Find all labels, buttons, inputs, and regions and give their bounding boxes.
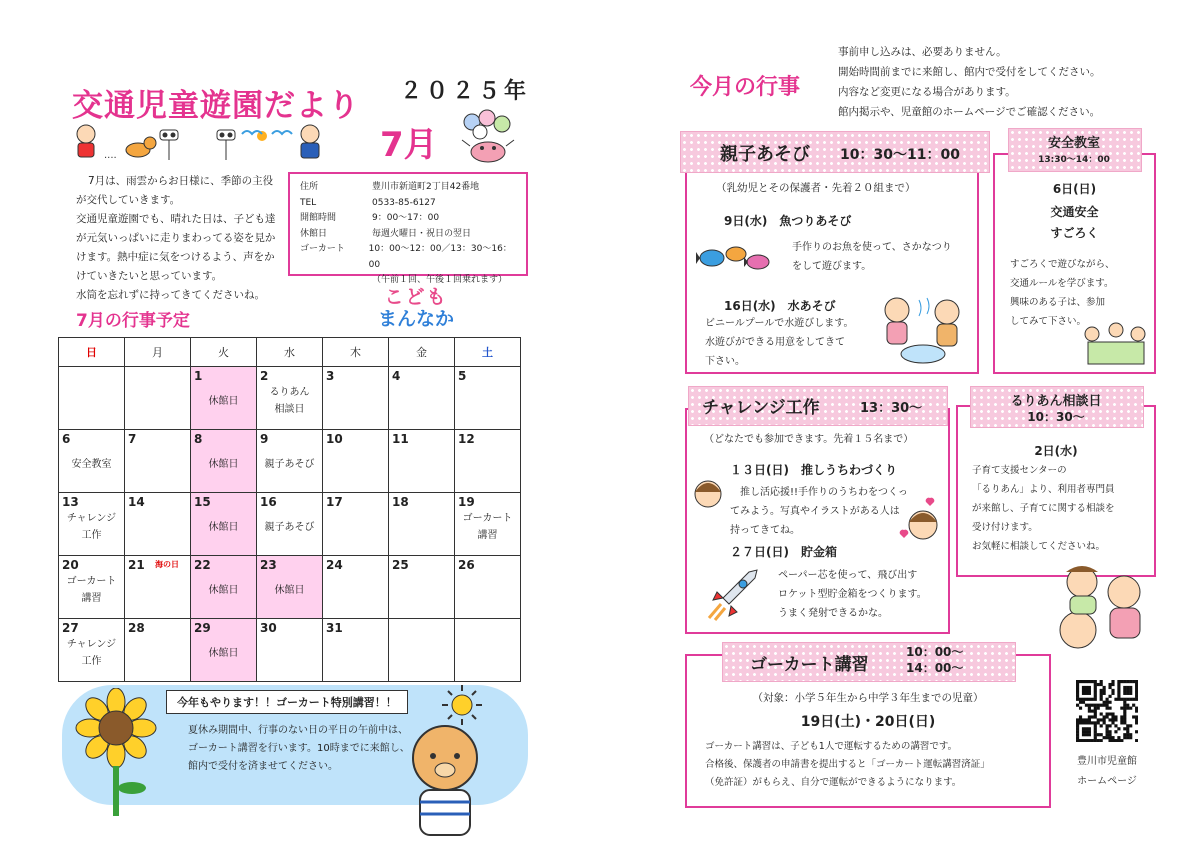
gokart-time1: 10：00～	[906, 645, 964, 659]
fan-faces-icon	[690, 476, 946, 546]
day-number: 11	[392, 432, 409, 446]
oyako-event2-title: 16日(水) 水あそび	[724, 299, 836, 313]
day-event: 休館日	[208, 396, 239, 407]
calendar-day-cell	[455, 367, 521, 430]
calendar-day-cell	[389, 619, 455, 682]
challenge-title: チャレンジ工作	[702, 398, 820, 418]
day-event: るりあん 相談日	[269, 387, 310, 415]
day-event: 安全教室	[71, 459, 112, 470]
calendar-day-cell	[323, 367, 389, 430]
rurian-date: 2日(水)	[1034, 444, 1078, 458]
weekday-tue: 火	[191, 338, 257, 367]
day-number: 7	[128, 432, 137, 446]
day-number: 4	[392, 369, 401, 383]
day-event: チャレンジ 工作	[66, 639, 117, 667]
oyako-target: （乳幼児とその保護者・先着２０組まで）	[716, 182, 916, 194]
weekday-sun: 日	[59, 338, 125, 367]
day-number: 19	[458, 495, 475, 509]
weekday-mon: 月	[125, 338, 191, 367]
calendar-day-cell	[257, 556, 323, 619]
events-heading: 今月の行事	[690, 75, 801, 100]
oyako-time: 10：30～11：00	[840, 147, 960, 163]
svg-text:....: ....	[104, 150, 117, 161]
oyako-title: 親子あそび	[720, 144, 810, 165]
day-number: 14	[128, 495, 145, 509]
calendar-day-cell	[455, 556, 521, 619]
sunflower-icon	[66, 688, 166, 818]
gokart-target: （対象：小学５年生から中学３年生までの児童）	[752, 692, 984, 704]
day-number: 12	[458, 432, 475, 446]
qr-code-icon[interactable]	[1076, 680, 1138, 742]
calendar-day-cell	[125, 493, 191, 556]
calendar-day-cell	[455, 493, 521, 556]
calendar-day-cell	[323, 430, 389, 493]
newsletter-year: ２０２５年	[400, 79, 531, 104]
calendar-day-cell	[125, 367, 191, 430]
calendar-day-cell	[389, 367, 455, 430]
calendar-day-cell	[59, 556, 125, 619]
calendar-day-cell	[455, 430, 521, 493]
calendar-week-row	[59, 367, 521, 430]
info-closed: 休館日 毎週火曜日・祝日の翌日	[300, 228, 472, 239]
day-number: 1	[194, 369, 203, 383]
kodomo-mannaka-logo: こども まんなか	[378, 286, 455, 330]
day-event: 休館日	[274, 585, 305, 596]
day-event: チャレンジ 工作	[66, 513, 117, 541]
calendar-day-cell	[125, 556, 191, 619]
calendar-day-cell	[389, 556, 455, 619]
fish-icon	[696, 238, 780, 280]
day-number: 24	[326, 558, 343, 572]
calendar-day-cell	[125, 430, 191, 493]
day-number: 2	[260, 369, 269, 383]
day-event: ゴーカート 講習	[462, 513, 513, 541]
calendar-day-cell	[191, 430, 257, 493]
day-number: 20	[62, 558, 79, 572]
anzen-name1: 交通安全	[1050, 205, 1099, 219]
rocket-icon	[703, 564, 765, 626]
calendar-day-cell	[59, 430, 125, 493]
day-number: 3	[326, 369, 335, 383]
calendar-day-cell	[389, 493, 455, 556]
anzen-date: 6日(日)	[1052, 182, 1097, 196]
day-number: 16	[260, 495, 277, 509]
summer-text: 夏休み期間中、行事のない日の平日の午前中は、 ゴーカート講習を行います。10時までに来館し、 館内で受付を済ませてください。	[188, 725, 410, 772]
day-number: 15	[194, 495, 211, 509]
day-event: ゴーカート 講習	[66, 576, 117, 604]
calendar-day-cell	[257, 619, 323, 682]
challenge-event1-title: １３日(日) 推しうちわづくり	[730, 463, 897, 477]
oyako-event1-text: 手作りのお魚を使って、さかなつり をして遊びます。	[792, 242, 952, 272]
calendar-day-cell	[257, 430, 323, 493]
board-game-icon	[1078, 320, 1150, 368]
rurian-title: るりあん相談日	[1010, 394, 1102, 409]
calendar-week-row	[59, 619, 521, 682]
rurian-text: 子育て支援センターの 「るりあん」より、利用者専門員 が来館し、子育てに関する相談を 受け付けます。 お気軽に相談してくださいね。	[972, 465, 1115, 552]
day-number: 29	[194, 621, 211, 635]
calendar-day-cell	[191, 556, 257, 619]
calendar-week-row	[59, 556, 521, 619]
holiday-note: 海の日	[155, 560, 179, 569]
calendar-day-cell	[125, 619, 191, 682]
flower-crab-icon	[452, 108, 522, 166]
calendar-day-cell	[191, 493, 257, 556]
calendar-day-cell	[257, 367, 323, 430]
day-number: 5	[458, 369, 467, 383]
weekday-thu: 木	[323, 338, 389, 367]
facility-info-box	[288, 172, 528, 285]
day-event: 親子あそび	[264, 459, 315, 470]
gokart-text: ゴーカート講習は、子ども1人で運転するための講習です。 合格後、保護者の申請書を提出すると「ゴーカート運転講習済証」 （免許証）がもらえ、自分で運転ができるようになります。	[705, 741, 990, 788]
calendar-day-cell	[323, 619, 389, 682]
gokart-dates: 19日(土)・20日(日)	[800, 714, 936, 730]
weekday-fri: 金	[389, 338, 455, 367]
calendar-day-cell	[389, 430, 455, 493]
day-number: 13	[62, 495, 79, 509]
newsletter-month: 7月	[380, 125, 438, 165]
babies-icon	[1052, 562, 1152, 658]
oyako-event2-text: ビニールプールで水遊びします。 水遊びができる用意をしてきて 下さい。	[705, 318, 854, 367]
intro-text: 7月は、雨雲からお日様に、季節の主役 が交代していきます。 交通児童遊園でも、晴れた日は、子ども達 が元気いっぱいに走りまわってる姿を見か けます。熱中症に気をつけるよう、声をか けていきたいと思っています。 水筒を忘れずに持ってきてくださいね。	[76, 175, 276, 301]
day-event: 親子あそび	[264, 522, 315, 533]
anzen-text: すごろくで遊びながら、 交通ルールを学びます。 興味のある子は、参加 してみて下さい。	[1010, 259, 1115, 327]
water-play-icon	[875, 290, 970, 370]
calendar-header-row	[59, 338, 521, 367]
day-number: 22	[194, 558, 211, 572]
weekday-sat: 土	[455, 338, 521, 367]
gokart-title: ゴーカート講習	[750, 655, 869, 675]
calendar-day-cell	[323, 556, 389, 619]
calendar-day-cell	[455, 619, 521, 682]
day-number: 31	[326, 621, 343, 635]
info-address: 住所 豊川市新道町2丁目42番地	[300, 182, 480, 192]
calendar-week-row	[59, 493, 521, 556]
info-tel: TEL 0533-85-6127	[300, 197, 436, 208]
calendar-day-cell	[59, 493, 125, 556]
summer-title: 今年もやります！！ゴーカート特別講習！！	[166, 690, 408, 714]
day-number: 26	[458, 558, 475, 572]
calendar-day-cell	[191, 367, 257, 430]
day-number: 9	[260, 432, 269, 446]
calendar-day-cell	[191, 619, 257, 682]
anzen-name2: すごろく	[1050, 226, 1099, 240]
calendar-day-cell	[257, 493, 323, 556]
info-hours: 開館時間 9：00～17：00	[300, 213, 440, 223]
challenge-target: （どなたでも参加できます。先着１５名まで）	[704, 434, 914, 445]
day-number: 6	[62, 432, 71, 446]
info-gokart: ゴーカート 10：00～12：00／13：30～16：00	[300, 244, 512, 270]
day-number: 30	[260, 621, 277, 635]
newsletter-title: 交通児童遊園だより	[72, 88, 360, 124]
anzen-time: 13:30～14：00	[1038, 155, 1110, 165]
day-event: 休館日	[208, 522, 239, 533]
oyako-event1-title: 9日(水) 魚つりあそび	[724, 214, 852, 228]
events-notice: 事前申し込みは、必要ありません。 開始時間前までに来館し、館内で受付をしてください。 内容など変更になる場合があります。 館内掲示や、児童館のホームページでご確認ください。	[838, 46, 1101, 118]
day-number: 25	[392, 558, 409, 572]
qr-caption: 豊川市児童館 ホームページ	[1077, 756, 1137, 787]
challenge-event2-text: ペーパー芯を使って、飛び出す ロケット型貯金箱をつくります。 うまく発射できるかな。	[778, 570, 927, 619]
challenge-time: 13：30～	[860, 401, 923, 416]
calendar-day-cell	[59, 619, 125, 682]
day-number: 23	[260, 558, 277, 572]
gokart-time2: 14：00～	[906, 661, 964, 675]
challenge-event1-text: 推し活応援!!手作りのうちわをつくっ てみよう。写真やイラストがある人は 持ってきてね。	[730, 487, 908, 536]
schedule-heading: 7月の行事予定	[76, 311, 190, 331]
info-gokart-note: （午前１回、午後１回乗れます）	[372, 275, 508, 285]
day-event: 休館日	[208, 585, 239, 596]
day-number: 10	[326, 432, 343, 446]
day-number: 28	[128, 621, 145, 635]
rurian-time: 10：30～	[1027, 410, 1085, 424]
bear-icon	[400, 718, 490, 838]
day-number: 21	[128, 558, 145, 572]
calendar-table	[58, 337, 521, 682]
kids-walking-icon	[72, 122, 372, 166]
day-number: 18	[392, 495, 409, 509]
weekday-wed: 水	[257, 338, 323, 367]
calendar-day-cell	[59, 367, 125, 430]
calendar-day-cell	[323, 493, 389, 556]
day-number: 8	[194, 432, 203, 446]
challenge-event2-title: ２７日(日) 貯金箱	[730, 545, 837, 559]
calendar-week-row	[59, 430, 521, 493]
day-number: 17	[326, 495, 343, 509]
day-event: 休館日	[208, 459, 239, 470]
day-number: 27	[62, 621, 79, 635]
day-event: 休館日	[208, 648, 239, 659]
anzen-title: 安全教室	[1047, 136, 1100, 151]
